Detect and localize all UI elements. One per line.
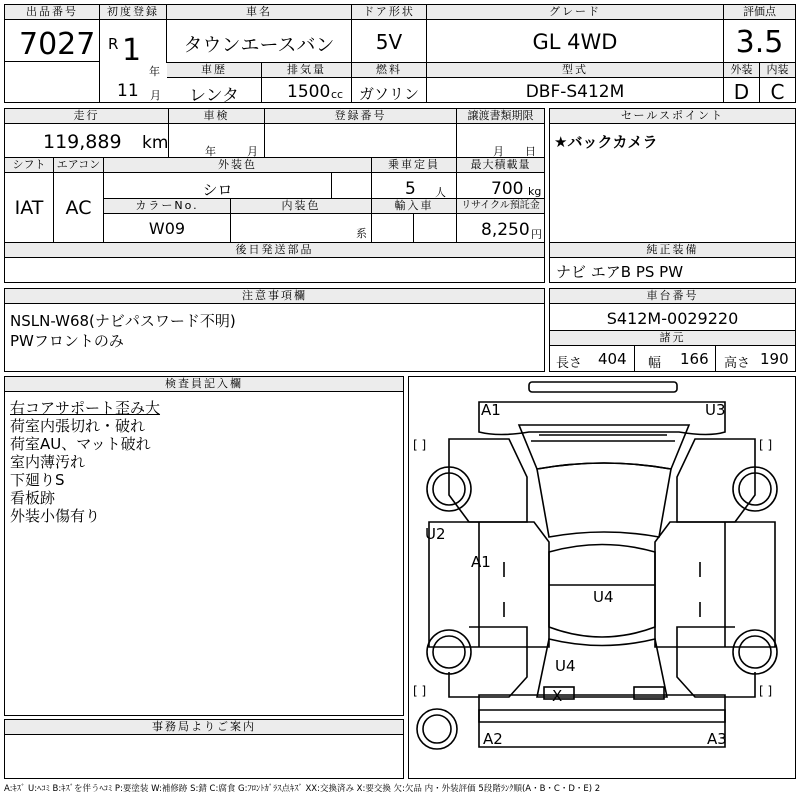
interior-color-header: 内装色 xyxy=(231,199,371,214)
damage-u2: U2 xyxy=(425,525,446,543)
door-type-header: ドア形状 xyxy=(352,5,426,20)
chassis-header: 車台番号 xyxy=(550,289,795,304)
sales-point-text: ★バックカメラ xyxy=(554,133,658,151)
inspection-month-unit: 月 xyxy=(247,145,258,158)
plate-header: 登録番号 xyxy=(265,109,456,124)
recycle-header: リサイクル預託金 xyxy=(457,199,544,214)
exterior-grade-header: 外装 xyxy=(724,63,759,78)
interior-grade: C xyxy=(770,80,785,104)
load-header: 最大積載量 xyxy=(457,158,544,173)
displacement-header: 排気量 xyxy=(262,63,351,78)
header-block xyxy=(4,4,796,106)
capacity: 5 xyxy=(405,179,416,199)
year-unit: 年 xyxy=(149,65,160,78)
notes-header: 注意事項欄 xyxy=(5,289,544,304)
fuel-header: 燃料 xyxy=(352,63,426,78)
transfer-header: 譲渡書類期限 xyxy=(457,109,544,124)
inspector-line: 看板跡 xyxy=(10,489,56,507)
office-header: 事務局よりご案内 xyxy=(5,720,403,735)
damage-x-bumper: X xyxy=(552,687,563,705)
interior-grade-header: 内装 xyxy=(760,63,795,78)
inspector-block xyxy=(4,376,404,716)
inspector-header: 検査員記入欄 xyxy=(5,377,403,392)
notes-line-1: NSLN-W68(ナビパスワード不明) xyxy=(10,312,236,330)
recycle-unit: 円 xyxy=(531,228,542,241)
model: DBF-S412M xyxy=(525,82,625,102)
load-unit: kg xyxy=(528,185,542,198)
door-type: 5V xyxy=(375,30,403,54)
history: レンタ xyxy=(189,86,239,106)
aircon: AC xyxy=(65,197,92,219)
equipment-text: ナビ エアB PS PW xyxy=(556,263,684,281)
displacement-unit: cc xyxy=(331,88,344,101)
model-header: 型式 xyxy=(427,63,723,78)
length-value: 404 xyxy=(598,350,627,368)
bracket-right-top: [ ] xyxy=(759,438,773,452)
legend: A:ｷｽﾞ U:ﾍｺﾐ B:ｷｽﾞを伴うﾍｺﾐ P:要塗装 W:補修跡 S:錆 C:腐食 G:ﾌﾛﾝﾄｶﾞﾗｽ点ｷｽﾞ XX:交換済み X:要交換 欠:欠品 内・外装評価 5段階ﾗﾝｸ順(A・B・C・D・E) 2 xyxy=(4,784,601,794)
inspector-line: 外装小傷有り xyxy=(10,507,101,525)
fuel: ガソリン xyxy=(358,85,419,103)
office-block xyxy=(4,719,404,779)
sales-point-block xyxy=(549,108,796,283)
later-parts-header: 後日発送部品 xyxy=(5,243,544,258)
aircon-header: エアコン xyxy=(54,158,103,173)
color-header: 外装色 xyxy=(104,158,371,173)
reg-month: 11 xyxy=(117,81,139,101)
sales-point-header: セールスポイント xyxy=(550,109,795,124)
color-number-header: カラーNo. xyxy=(104,199,230,214)
import-header: 輸入車 xyxy=(372,199,456,214)
equipment-header: 純正装備 xyxy=(550,243,795,258)
bracket-right-bottom: [ ] xyxy=(759,684,773,698)
spec-block xyxy=(4,108,545,283)
bracket-left-top: [ ] xyxy=(413,438,427,452)
width-label: 幅 xyxy=(648,356,662,371)
damage-a1-side: A1 xyxy=(471,553,491,571)
score-header: 評価点 xyxy=(724,5,795,20)
inspection-year-unit: 年 xyxy=(205,145,216,158)
damage-u4-roof: U4 xyxy=(593,588,614,606)
inspection-header: 車検 xyxy=(169,109,264,124)
era-letter: R xyxy=(108,35,119,53)
damage-a1-front: A1 xyxy=(481,401,501,419)
shift-header: シフト xyxy=(5,158,53,173)
height-label: 高さ xyxy=(724,356,751,371)
inspector-line: 右コアサポート歪み大 xyxy=(10,399,161,417)
interior-color-unit: 系 xyxy=(356,227,367,240)
mileage-header: 走行 xyxy=(5,109,168,124)
capacity-unit: 人 xyxy=(435,186,446,199)
grade: GL 4WD xyxy=(532,30,618,54)
transfer-day-unit: 日 xyxy=(525,145,536,158)
lot-number: 7027 xyxy=(19,27,96,62)
month-unit: 月 xyxy=(150,89,161,102)
mileage: 119,889 xyxy=(43,131,122,153)
lot-number-header: 出品番号 xyxy=(5,5,99,20)
damage-a3: A3 xyxy=(707,730,727,748)
length-label: 長さ xyxy=(556,356,583,371)
color-number: W09 xyxy=(148,219,186,238)
chassis-number: S412M-0029220 xyxy=(606,309,739,328)
capacity-header: 乗車定員 xyxy=(372,158,456,173)
inspector-line: 荷室内張切れ・破れ xyxy=(10,417,146,435)
damage-u3: U3 xyxy=(705,401,726,419)
recycle-fee: 8,250 xyxy=(481,220,530,240)
inspector-line: 荷室AU、マット破れ xyxy=(10,435,151,453)
transfer-month-unit: 月 xyxy=(493,145,504,158)
exterior-grade: D xyxy=(733,80,750,104)
era-year: 1 xyxy=(122,33,142,68)
inspector-line: 室内薄汚れ xyxy=(10,453,86,471)
vehicle-name-header: 車名 xyxy=(167,5,351,20)
mileage-unit: km xyxy=(142,133,169,153)
first-registration-header: 初度登録 xyxy=(100,5,166,20)
car-diagram-block xyxy=(408,376,796,779)
bracket-left-bottom: [ ] xyxy=(413,684,427,698)
color: シロ xyxy=(202,181,233,199)
car-diagram xyxy=(409,377,795,778)
inspector-line: 下廻りS xyxy=(10,471,65,489)
width-value: 166 xyxy=(680,350,709,368)
score: 3.5 xyxy=(735,25,784,60)
dimensions-header: 諸元 xyxy=(550,331,795,346)
damage-u4-rear: U4 xyxy=(555,657,576,675)
height-value: 190 xyxy=(760,350,789,368)
displacement: 1500 xyxy=(287,82,331,102)
notes-block xyxy=(4,288,545,372)
notes-line-2: PWフロントのみ xyxy=(10,332,124,350)
shift: IAT xyxy=(14,197,44,219)
damage-a2: A2 xyxy=(483,730,503,748)
load: 700 xyxy=(491,179,524,199)
history-header: 車歴 xyxy=(167,63,261,78)
chassis-block xyxy=(549,288,796,372)
grade-header: グレード xyxy=(427,5,723,20)
vehicle-name: タウンエースバン xyxy=(183,34,335,56)
